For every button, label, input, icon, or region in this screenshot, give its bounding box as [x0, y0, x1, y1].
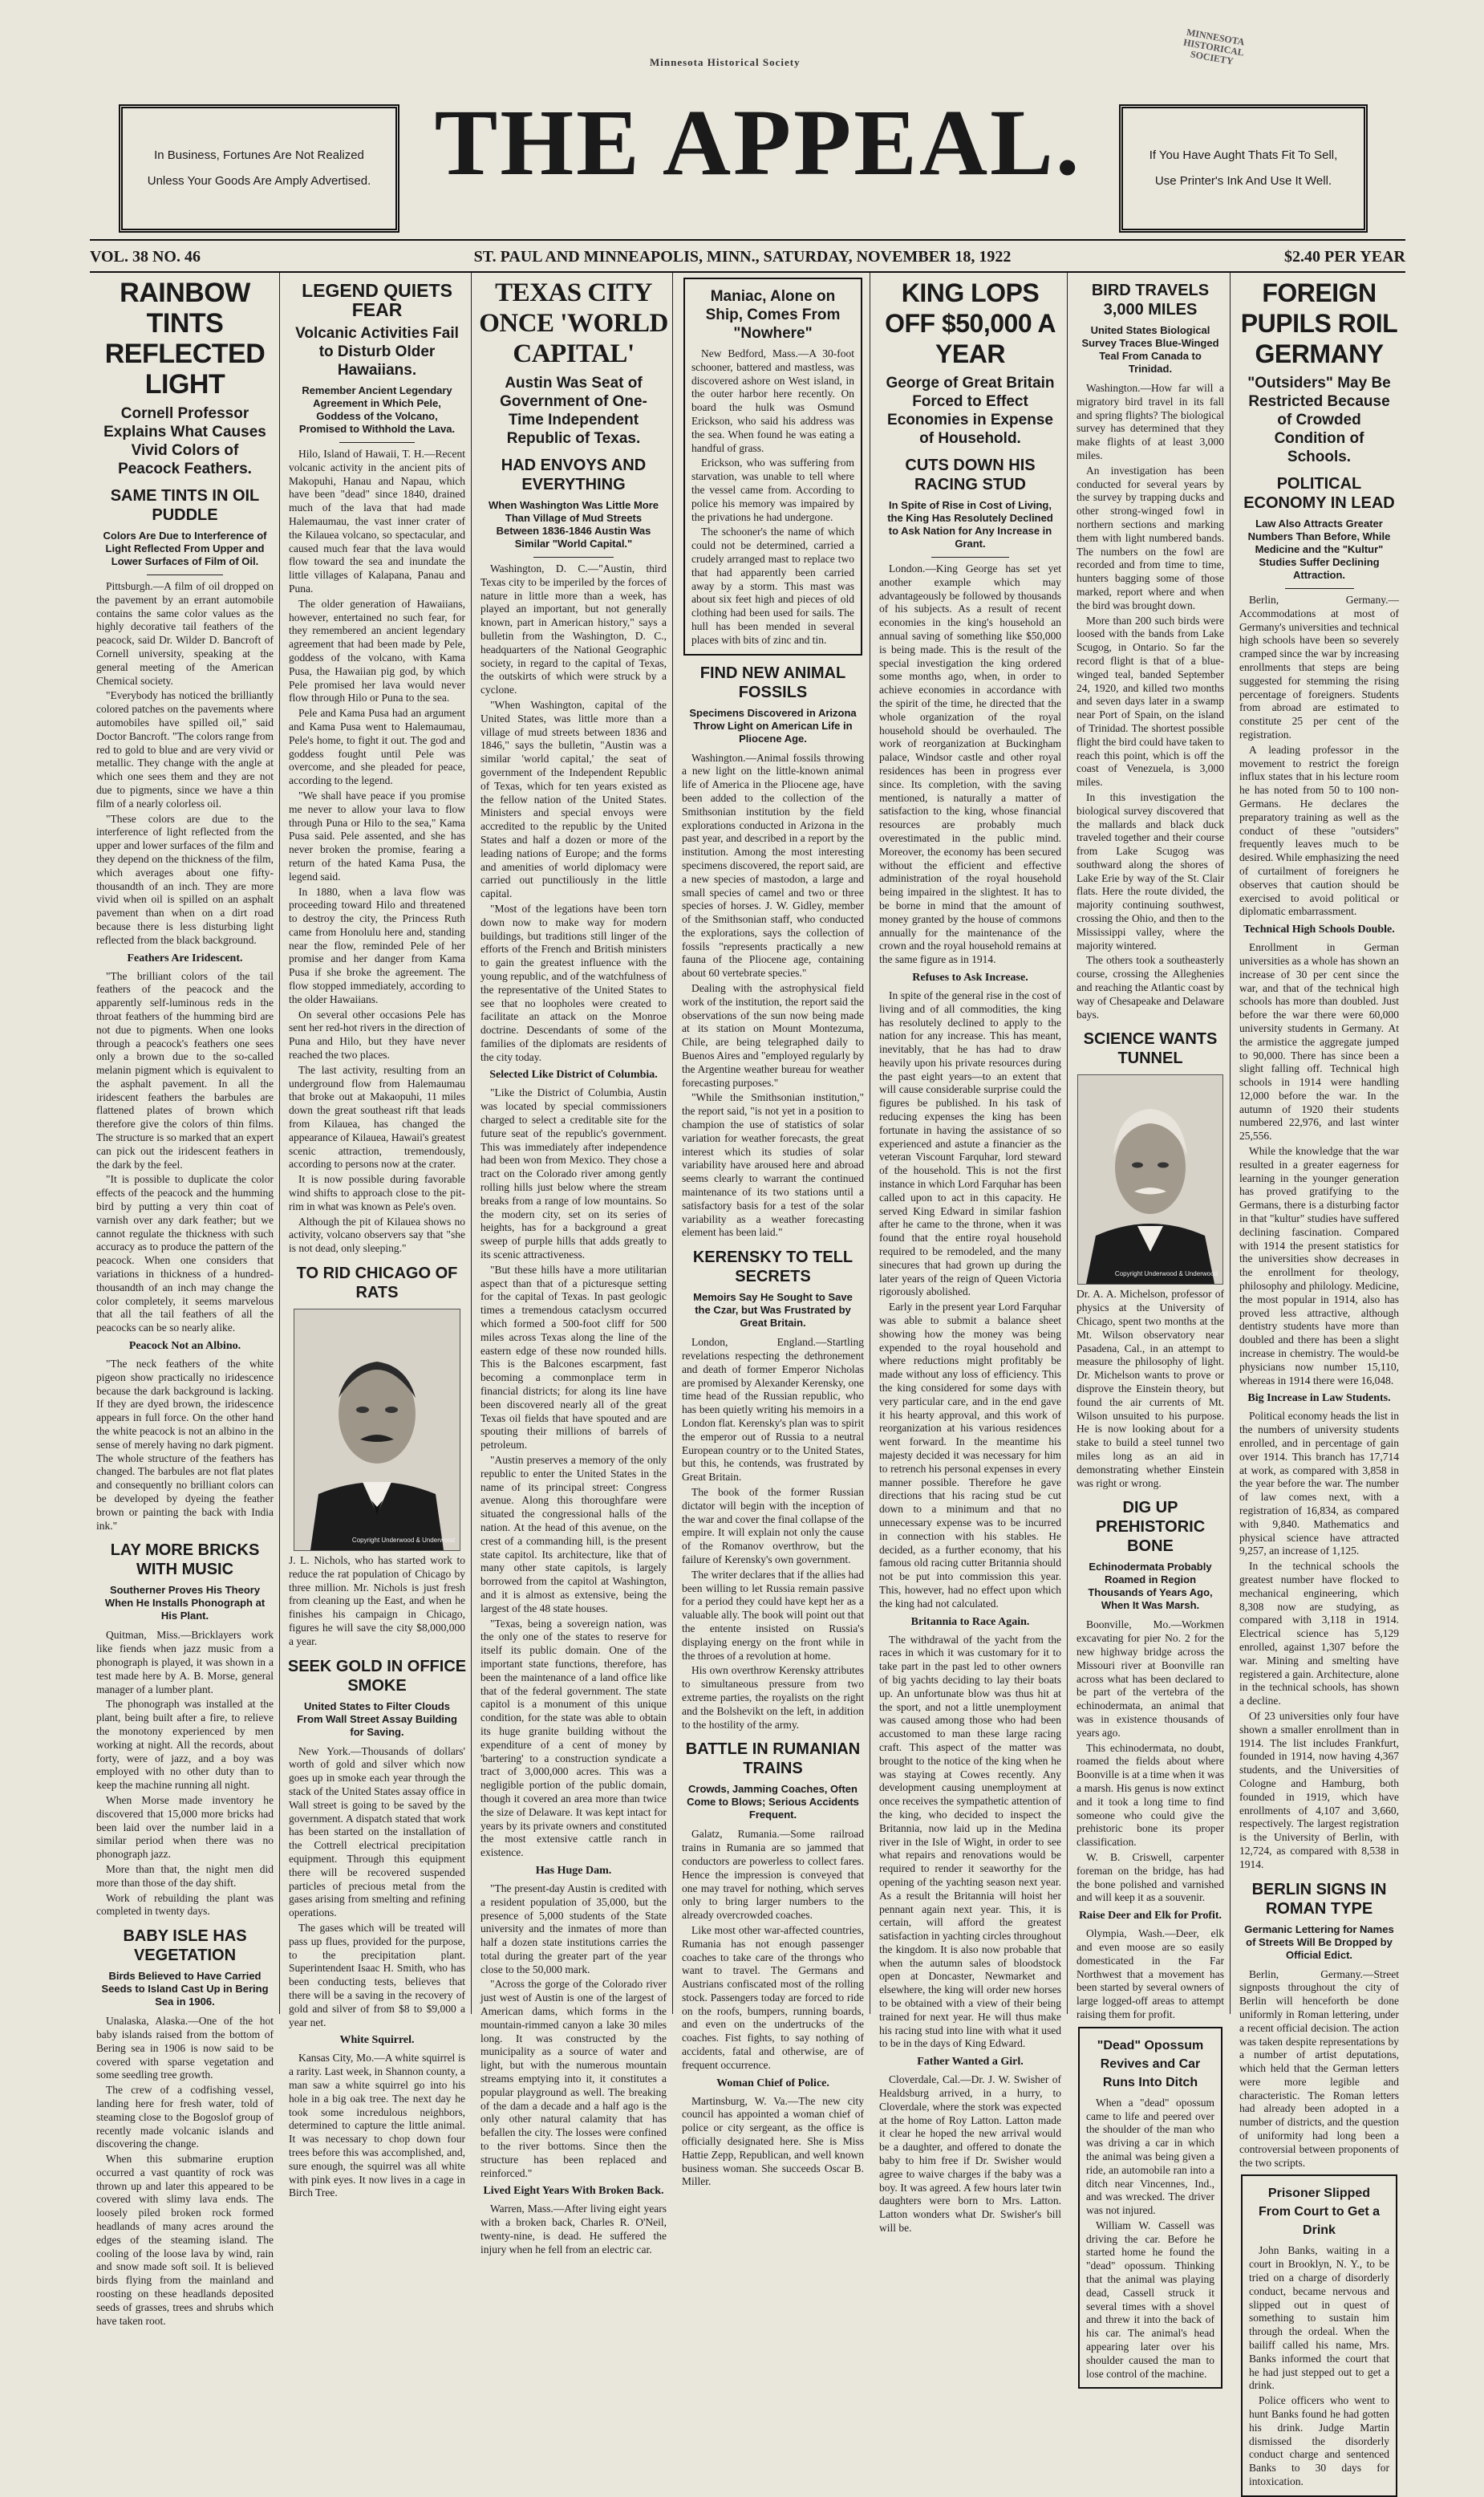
- paragraph: Washington.—Animal fossils throwing a new light on the little-known animal life of America in the Pliocene age, have been added to the collection of the Smithsonian institution by the field explorations conducted in Arizona in the past year, and described in a report by the institution. Among the most interesting specimens discovered, the report said, are a new species of mastodon, a large and small species of camel and two or three species of horses. J. W. Gidley, member of the Smithsonian staff, who conducted the explorations, says the collection of fossils "represents practically a new fauna of the Pliocene age, containing about 60 vertebrate species.": [682, 751, 864, 980]
- paragraph: London.—King George has set yet another example which may advantageously be followed by thousands of his subjects. As a result of recent economies in the king's household an annual saving of something like $50,000 is being made. This is the result of the special investigation the king ordered some months ago, when, in order to achieve economies in accordance with the spirit of the time, he directed that the whole organization of the royal household should be overhauled. The work of reorganization at Buckingham palace, Windsor castle and other royal residences has been in progress ever since. Its completion, with the saving mentioned, is naturally a matter of satisfaction to the king, whose financial resources are probably much overestimated in the public mind. Moreover, the economy has been secured without the efficient and effective administration of the royal household being impaired in the slightest. It has to be borne in mind that the amount of money granted by the house of commons annually for the maintenance of the crown and the royal household remains at the same figure as in 1914.: [879, 562, 1061, 966]
- portrait-photo: [294, 1309, 460, 1551]
- paragraph: The schooner's the name of which could not be determined, carried a crudely arranged mast to replace two that had apparently been carried away by a storm. This mast was about six feet high and pieces of old clothing had been used for sails. The hull has been mended in several places with bits of zinc and tin.: [691, 526, 854, 646]
- column-rule: [279, 273, 280, 2014]
- paragraph: Quitman, Miss.—Bricklayers work like fiends when jazz music from a phonograph is played, it was shown in a test made here by A. B. Morse, general manager of a lumber plant.: [96, 1629, 274, 1695]
- paragraph: It is now possible during favorable wind shifts to approach close to the pit-rim in what was known as Pele's oven.: [289, 1173, 465, 1212]
- column-4: [675, 273, 870, 2188]
- column-3: [474, 273, 673, 2255]
- paragraph: "Most of the legations have been torn down now to make way for modern buildings, but traditions still linger of the efforts of the French and British ministers to gain the greatest influence with the young republic, and of the watchfulness of the representative of the United States to see that no loopholes were created to facilitate an attack on the Monroe doctrine. Descendants of some of the families of the diplomats are residents of the city today.: [480, 902, 667, 1063]
- right-ear-line-1: If You Have Aught Thats Fit To Sell,: [1149, 148, 1338, 162]
- left-ear-line-1: In Business, Fortunes Are Not Realized: [154, 148, 364, 162]
- deck: Southerner Proves His Theory When He Installs Phonograph at His Plant.: [104, 1584, 266, 1622]
- paragraph: In this investigation the biological survey discovered that the mallards and black duck traveled together and their course from Lake Scugog was southward along the shores of Lake Erie by way of the St. Clair flats. Here the route divided, the majority continuing southwest, crossing the Ohio, and then to the Mississippi valley, where the majority wintered.: [1077, 790, 1224, 952]
- paragraph: While the knowledge that the war resulted in a greater eagerness for learning in the younger generation has proved gratifying to the Germans, there is a disturbing factor in that "kultur" studies have suffered declining fascination. Compared with 1914 the present statistics for the universities show decreases in the enrollment for theology, philosophy and philology. Medicine, the most popular in 1914, also has proved less attractive, although dentistry students have more than doubled and there has been a slight increase in chemistry. The would-be physicians now number 15,110, whereas in 1914 there were 16,048.: [1239, 1145, 1399, 1387]
- paragraph: "The present-day Austin is credited with a resident population of 35,000, but the presence of 5,000 students of the State university and the inmates of more than half a dozen state institutions carries the total during the greater part of the year close to the 50,000 mark.: [480, 1882, 667, 1975]
- headline: RAINBOW TINTS REFLECTED LIGHT: [104, 278, 266, 400]
- subhead: White Squirrel.: [339, 2034, 415, 2047]
- deck: Echinodermata Probably Roamed in Region Thousands of Years Ago, When It Was Marsh.: [1088, 1561, 1213, 1612]
- paragraph: When a "dead" opossum came to life and peered over the shoulder of the man who was driving a car in which the animal was being given a ride, an automobile ran into a ditch near Vincennes, Ind., and was wrecked. The driver was not injured.: [1086, 2096, 1214, 2217]
- column-7: [1233, 273, 1405, 2488]
- paragraph: "It is possible to duplicate the color effects of the peacock and the humming bird by putting a very thin coat of varnish over any dark feather; but we cannot regulate the thickness with such accuracy as to produce the pattern of the peacock. When one considers that variations in thickness of a hundred-thousandth of an inch may change the color completely, it seems marvelous that all the tail feathers of all the peacocks can be so nearly alike.: [96, 1173, 274, 1334]
- paragraph: The crew of a codfishing vessel, landing here for fresh water, told of steaming close to the Bogoslof group of recently made volcanic islands and discovering the change.: [96, 2084, 274, 2150]
- deck: Birds Believed to Have Carried Seeds to Island Cast Up in Bering Sea in 1906.: [101, 1970, 269, 2008]
- photo-caption: J. L. Nichols, who has started work to reduce the rat population of Chicago by three million. Mr. Nichols is just fresh from cleaning up the East, and when he finishes his campaign in Chicago, figures he will save the city $8,000,000 a year.: [289, 1554, 465, 1647]
- paragraph: Washington, D. C.—"Austin, third Texas city to be imperiled by the forces of nature in little more than a week, has played an important, but not generally known, part in American history," says a bulletin from the Washington, D. C., headquarters of the National Geographic society, in regard to the capital of Texas, the outskirts of which were struck by a cyclone.: [480, 562, 667, 696]
- paragraph: Erickson, who was suffering from starvation, was unable to tell where the vessel came from. According to police his memory was impaired by the privations he had undergone.: [691, 457, 854, 523]
- paragraph: "Across the gorge of the Colorado river just west of Austin is one of the largest of American dams, which forms in the mountain-rimmed canyon a lake 30 miles long. It was constructed by the municipality as a source of water and light, but with the numerous mountain streams emptying into it, it constitutes a popular playground as well. The breaking of the dam a decade and a half ago is the only other natural calamity that has befallen the city. The losses were confined to the river bottoms. Since then the structure has been replaced and reinforced.": [480, 1978, 667, 2179]
- subhead: Technical High Schools Double.: [1243, 924, 1395, 936]
- paragraph: Olympia, Wash.—Deer, elk and even moose are so easily domesticated in the Far Northwest that a movement has been started by several owners of large logged-off areas to attempt raising them for profit.: [1077, 1927, 1224, 2020]
- paragraph: "Texas, being a sovereign nation, was the only one of the states to reserve for itself its public domain. One of the important state functions, therefore, has been the maintenance of a land office like that of the federal government. The state capitol is a monument of this unique condition, for the state was able to obtain its huge granite building without the expenditure of a cent of money by 'bartering' to a construction syndicate a tract of 3,000,000 acres. This was a negligible portion of the public domain, though it covered an area more than twice the size of Delaware. It was kept intact for years by its private owners and constituted the most extensive cattle ranch in existence.: [480, 1617, 667, 1859]
- paragraph: When this submarine eruption occurred a vast quantity of rock was thrown up and later this appeared to be covered with slimy lava ends. The loosely piled broken rock formed headlands of many acres around the edges of the steaming island. The cooling of the loose lava by wind, rain and snow made soft soil. It is believed birds flying from the mainland and roosting on these headlands deposited seeds of grasses, trees and shrubs which have taken root.: [96, 2153, 274, 2327]
- column-rule: [1230, 273, 1231, 2014]
- paragraph: Pittsburgh.—A film of oil dropped on the pavement by an errant automobile contains the same color values as the highly decorative tail feathers of the peacock, said Dr. Wilder D. Bancroft of Cornell university, speaking at the general meeting of the American Chemical society.: [96, 580, 274, 687]
- paragraph: This echinodermata, no doubt, roamed the fields about where Boonville is at a time when it was a marsh. His genus is now extinct and it took a long time to find someone who could give the prehistoric bone its proper classification.: [1077, 1741, 1224, 1849]
- subhead: Woman Chief of Police.: [716, 2077, 829, 2089]
- dateline-bar: [90, 242, 1405, 271]
- boxed-story: [1241, 2174, 1397, 2496]
- headline: LEGEND QUIETS FEAR: [302, 280, 452, 320]
- paragraph: "Everybody has noticed the brilliantly colored patches on the pavements where automobiles have spilled oil," said Doctor Bancroft. "The colors range from red to gold to blue and are very vivid or metallic. They change with the angle at which one sees them and they are not due to pigments, since we have a thin film of a nearly colorless oil.: [96, 689, 274, 810]
- headline: TO RID CHICAGO OF RATS: [296, 1265, 458, 1302]
- paragraph: Martinsburg, W. Va.—The new city council has appointed a woman chief of police or city sergeant, as the office is officially designated here. She is Miss Hattie Zepp, Republican, and well known business woman. She succeeds Oscar B. Miller.: [682, 2094, 864, 2188]
- deck: When Washington Was Little More Than Village of Mud Streets Between 1836-1846 Austin Was Similar "World Capital.": [488, 499, 659, 550]
- headline: SCIENCE WANTS TUNNEL: [1083, 1030, 1218, 1068]
- paragraph: Dealing with the astrophysical field work of the institution, the report said the observations of the sun now being made at its station on Mount Montezuma, Chile, are being telegraphed daily to Buenos Aires and "employed regularly by the Argentine weather bureau for weather forecasting purposes.": [682, 982, 864, 1089]
- divider: [339, 442, 415, 443]
- boxed-story: [683, 278, 862, 656]
- paragraph: On several other occasions Pele has sent her red-hot rivers in the direction of Puna and Hilo, but they have never reached the two places.: [289, 1008, 465, 1062]
- column-rule: [672, 273, 673, 2014]
- deck: Memoirs Say He Sought to Save the Czar, but Was Frustrated by Great Britain.: [693, 1291, 853, 1330]
- deck: Volcanic Activities Fail to Disturb Older Hawaiians.: [295, 325, 459, 379]
- column-2: [282, 273, 472, 2199]
- headline: SAME TINTS IN OIL PUDDLE: [110, 487, 260, 524]
- paragraph: Warren, Mass.—After living eight years with a broken back, Charles R. O'Neil, twenty-nine, is dead. He suffered the injury when he fell from an electric car.: [480, 2203, 667, 2255]
- subhead: Refuses to Ask Increase.: [912, 971, 1028, 984]
- paragraph: John Banks, waiting in a court in Brooklyn, N. Y., to be tried on a charge of disorderly conduct, became nervous and slipped out in quest of something to sustain him through the ordeal. When the bailiff called his name, Mrs. Banks informed the court that he had just stepped out to get a drink.: [1249, 2244, 1389, 2392]
- deck: United States to Filter Clouds From Wall Street Assay Building for Saving.: [297, 1699, 457, 1738]
- paragraph: The older generation of Hawaiians, however, entertained no such fear, for they remembered an ancient legendary agreement that had been made by Pele, goddess of the volcano, with Kama Pusa, the Hawaiian pig god, by which Pele promised her lava would never flow through Hilo or Puna to the sea.: [289, 597, 465, 704]
- paragraph: New York.—Thousands of dollars' worth of gold and silver which now goes up in smoke each year through the stack of the United States assay office in Wall street is going to be saved by the government. A dispatch stated that work has been started on the installation of the Cottrell electrical precipitation equipment. Through this equipment there will be recovered suspended particles of precious metal from the gases arising from smelting and refining operations.: [289, 1744, 465, 1919]
- deck: Germanic Lettering for Names of Streets Will Be Dropped by Official Edict.: [1244, 1922, 1394, 1961]
- paragraph: Early in the present year Lord Farquhar was able to submit a balance sheet showing how the money was being expended to the royal household and where reductions might profitably be made without any loss of efficiency. This the king considered for some days with very particular care, and in the end gave it his hearty approval, and this work of reorganization at his various residences went forward. In the meantime his majesty decided it was necessary for him to retrench his personal expenses in every manner possible. Therefore he gave directions that his racing stud be cut down to a minimum and that no unnecessary expense was to be incurred in connection with his stables. He decided, as a further economy, that his famous old racing cutter Britannia should not be put into commission this year. This, however, had no effect upon which the king had not calculated.: [879, 1301, 1061, 1610]
- deck: United States Biological Survey Traces Blue-Winged Teal From Canada to Trinidad.: [1081, 324, 1219, 375]
- headline: DIG UP PREHISTORIC BONE: [1095, 1499, 1206, 1556]
- photo-credit: Copyright Underwood & Underwood: [351, 1537, 455, 1545]
- paragraph: His own overthrow Kerensky attributes to simultaneous pressure from two extreme parties, the royalists on the right and the Bolshevikt on the left, in addition to the hostility of the army.: [682, 1664, 864, 1731]
- paragraph: The phonograph was installed at the plant, being built after a fire, to relieve the monotony experienced by men working at night. All the records, about forty, were of jazz, and a boy was employed with no other duty than to keep the machine running all night.: [96, 1698, 274, 1792]
- subhead: Britannia to Race Again.: [910, 1615, 1030, 1628]
- column-5: [873, 273, 1068, 2235]
- paragraph: W. B. Criswell, carpenter foreman on the bridge, has had the bone polished and varnished and will keep it as a souvenir.: [1077, 1850, 1224, 1904]
- subhead: Feathers Are Iridescent.: [127, 952, 243, 964]
- newspaper-title: THE APPEAL.: [434, 90, 1082, 195]
- paragraph: Political economy heads the list in the numbers of university students enrolled, and in percentage of gain over 1914. This branch has 17,714 at work, as compared with 3,858 in the year before the war. The number of law comes next, with a registration of 16,834, as compared with 9,840. Mathematics and physical science have attracted 9,257, an increase of 1,125.: [1239, 1410, 1399, 1557]
- column-rule: [471, 273, 472, 2014]
- headline: FOREIGN PUPILS ROIL GERMANY: [1240, 278, 1398, 368]
- subhead: Has Huge Dam.: [535, 1864, 612, 1877]
- paragraph: London, England.—Startling revelations respecting the dethronement and death of former Emperor Nicholas are promised by Alexander Kerensky, one time head of the Russian republic, who has been quietly writing his memoirs in a London flat. Kerensky's plan was to spirit the emperor out of Russia to a neutral European country or to the United States, but this, he contends, was frustrated by Great Britain.: [682, 1336, 864, 1484]
- paragraph: "The brilliant colors of the tail feathers of the peacock and the apparently self-luminous reds in the throat feathers of the humming bird are not due to pigments. When one looks through a peacock's feathers one sees only a brown due to the so-called melanin pigment which is equivalent to the asphalt pavement. In all the iridescent feathers the barbules are flattened plates of brown which therefore give the colors of thin films. The structure is so marked that an expert can pick out the iridescent feathers in the dark by the feel.: [96, 969, 274, 1171]
- headline: HAD ENVOYS AND EVERYTHING: [501, 457, 647, 493]
- paragraph: More than 200 such birds were loosed with the bands from Lake Scugog, in Ontario. So far the record flight is that of a blue-winged teal, banded September 24, 1920, and killed two months and seven days later in a swamp near Port of Spain, on the island of Trinidad. The shortest possible flight the bird could have taken to reach this point, which is off the coast of Venezuela, is 3,000 miles.: [1077, 614, 1224, 789]
- deck: Remember Ancient Legendary Agreement in Which Pele, Goddess of the Volcano, Promised to Withhold the Lava.: [298, 384, 456, 435]
- deck: "Outsiders" May Be Restricted Because of Crowded Condition of Schools.: [1247, 375, 1391, 465]
- paragraph: "While the Smithsonian institution," the report said, "is not yet in a position to champion the use of statistics of solar variation for weather forecasts, the great interest which its studies of solar variability have aroused here and abroad seems clearly to warrant the continued maintenance of its two stations until a satisfactory basis for a test of the solar variability as a weather forecasting element has been laid.": [682, 1091, 864, 1239]
- paragraph: Hilo, Island of Hawaii, T. H.—Recent volcanic activity in the ancient pits of Makopuhi, Hanau and Napau, which have been "dead" since 1840, drained much of the lava that had made Halemaumau, the vast inner crater of the Kilauea volcano, so spectacular, and caused much fear that the lava would flow toward the sea and inundate the little villages of Kalapana, Panau and Puna.: [289, 448, 465, 595]
- deck: George of Great Britain Forced to Effect Economies in Expense of Household.: [886, 375, 1055, 447]
- headline: LAY MORE BRICKS WITH MUSIC: [110, 1541, 260, 1579]
- paragraph: William W. Cassell was driving the car. Before he started home he found the "dead" opossum. Thinking that the animal was playing dead, Cassell struck it several times with a shovel and threw it into the back of his car. The animal's head appearing later over his shoulder caused the man to lose control of the machine.: [1086, 2219, 1214, 2380]
- paragraph: In 1880, when a lava flow was proceeding toward Hilo and threatened to destroy the city, the Princess Ruth came from Honolulu here and, standing near the flow, reminded Pele of her promise and her danger from Kama Pusa if she broke the agreement. The flow stopped immediately, according to the older Hawaiians.: [289, 885, 465, 1005]
- headline: Maniac, Alone on Ship, Comes From "Nowhere": [705, 288, 841, 342]
- headline: BATTLE IN RUMANIAN TRAINS: [685, 1740, 861, 1778]
- deck: Specimens Discovered in Arizona Throw Light on American Life in Pliocene Age.: [689, 706, 857, 745]
- subscription-price: $2.40 PER YEAR: [1284, 247, 1405, 266]
- headline: POLITICAL ECONOMY IN LEAD: [1243, 475, 1395, 512]
- paragraph: "When Washington, capital of the United States, was little more than a village of mud streets between 1836 and 1846," says the bulletin, "Austin was a similar 'world capital,' the seat of government of the Independent Republic of Texas, which for ten years existed as the fellow nation of the United States. Ministers and special envoys were accredited to the republic by the United States and half a dozen or more of the leading nations of Europe; and the forms and amenities of world diplomacy were carried out punctiliously in the little capital.: [480, 698, 667, 900]
- paragraph: When Morse made inventory he discovered that 15,000 more bricks had been laid over the number laid in a similar period when there was no phonograph jazz.: [96, 1793, 274, 1861]
- photo-credit: Copyright Underwood & Underwood: [1114, 1270, 1218, 1278]
- paragraph: Berlin, Germany.—Street signposts throughout the city of Berlin will henceforth be done uniformly in Roman lettering, under a recent official decision. The action was taken despite representations by a number of artist deputations, which held that the German letters were more legible and characteristic. The Roman letters had already been adopted in a number of districts, and the question of uniformity had long been a controversial between proponents of the two scripts.: [1239, 1967, 1399, 2169]
- headline: BIRD TRAVELS 3,000 MILES: [1091, 282, 1210, 319]
- column-6: [1070, 273, 1231, 2380]
- headline: SEEK GOLD IN OFFICE SMOKE: [287, 1657, 467, 1695]
- boxed-story: [1078, 2027, 1222, 2389]
- left-ear-box: [119, 104, 399, 233]
- subhead: Raise Deer and Elk for Profit.: [1078, 1910, 1222, 1922]
- paragraph: Boonville, Mo.—Workmen excavating for pier No. 2 for the new highway bridge across the Missouri river at Boonville ran across what has been declared to be part of the vertebra of the echinodermata, an animal that was in existence thousands of years ago.: [1077, 1618, 1224, 1739]
- volume-number: VOL. 38 NO. 46: [90, 247, 201, 266]
- column-rule: [1067, 273, 1068, 2014]
- masthead-rule-top: [90, 239, 1405, 241]
- paragraph: Although the pit of Kilauea shows no activity, volcano observers say that "she is not dead, only sleeping.": [289, 1215, 465, 1255]
- headline: Prisoner Slipped From Court to Get a Drink: [1258, 2186, 1381, 2238]
- paragraph: Cloverdale, Cal.—Dr. J. W. Swisher of Healdsburg arrived, in a hurry, to Cloverdale, where the stork was expected at the home of Roy Latton. Latton made it clear he hoped the new arrival would be a daughter, and offered to donate the baby to him free if Dr. Swisher would agree to waive charges if the baby was a boy. It was agreed. A few hours later twin daughters were born to Mrs. Latton. Latton wonders what Dr. Swisher's bill will be.: [879, 2073, 1061, 2235]
- paragraph: The gases which will be treated will pass up flues, provided for the purpose, to the precipitation plant. Superintendent Isaac H. Smith, who has been conducting tests, believes that there will be a saving in the recovery of gold and silver of from $8 to $9,000 a year net.: [289, 1921, 465, 2028]
- headline: BABY ISLE HAS VEGETATION: [123, 1927, 247, 1965]
- portrait-nichols-image: [294, 1309, 460, 1550]
- divider: [931, 557, 1009, 558]
- paragraph: In spite of the general rise in the cost of living and of all commodities, the king has resolutely declined to apply to the nation for any increase. This has meant, inevitably, that he has had to draw heavily upon his private resources during the past eight years—to an extent that will cause considerable surprise could the figures be published. In his task of reducing expenses the king has been fortunate in having the assistance of so experienced and astute a financier as the veteran Viscount Farquhar, lord steward of the household. This is not the first instance in which Lord Farquhar has been called upon to act in this capacity. He served King Edward in similar fashion after he came to the throne, when it was found that the entire royal household required to be remodeled, and the many sinecures that had grown up during the later years of the reign of Queen Victoria rigorously abolished.: [879, 989, 1061, 1298]
- portrait-photo: [1077, 1074, 1223, 1285]
- subhead: Peacock Not an Albino.: [128, 1340, 241, 1353]
- paragraph: "Austin preserves a memory of the only republic to enter the United States in the name of its principal street: Congress avenue. Along this thoroughfare were situated the congressional halls of the nation. At the head of this avenue, on the crest of a commanding hill, is the present state capitol. Its architecture, like that of many other state capitols, is largely borrowed from the capitol at Washington, and it is almost as extensive, being the largest of the 48 state houses.: [480, 1454, 667, 1614]
- paragraph: "But these hills have a more utilitarian aspect than that of a picturesque setting for the capital of Texas. In past geologic times a tremendous cataclysm occurred which formed a 500-foot cliff for 500 miles across Texas along the line of the eastern edge of these now rounded hills. This is the Balcones escarpment, fast becoming a commonplace term in financial districts; for along its line have been discovered nearly all of the great Texas oil fields that have spouted and are spouting their millions of barrels of petroleum.: [480, 1263, 667, 1452]
- column-1: [90, 273, 280, 2327]
- paragraph: An investigation has been conducted for several years by the survey by trapping ducks and other strong-winged fowl in northern sections and marking them with light numbered bands. The numbers on the fowl are recorded and from time to time, hunters bagging some of those marked, report where and when the bird was brought down.: [1077, 464, 1224, 611]
- left-ear-line-2: Unless Your Goods Are Amply Advertised.: [147, 174, 371, 188]
- paragraph: The withdrawal of the yacht from the races in which it was customary for it to take part in the past led to other owners of big yachts deciding to lay their boats up. An unfortunate blow was thus hit at the sport, and not a little unemployment was caused among those who had been accustomed to man these large racing craft. This aspect of the matter was brought to the notice of the king when he was staying at Cowes recently. Any development causing unemployment at once receives the sympathetic attention of the king, who decided to inspect the Britannia, now laid up in the Medina river in the Isle of Wight, in order to see what repairs and renovations would be required to render it seaworthy for the opening of the yachting season next year. As a result the Britannia will hoist her pennant again next year. This, it is certain, will afford the greatest satisfaction in yachting circles throughout the kingdom. It is also now probable that when the autumn sales of bloodstock open at Doncaster, Newmarket and elsewhere, the king will order new horses to be obtained with a view of their being trained for next year. He will thus make his racing stud into line with what it used to be in the days of King Edward.: [879, 1633, 1061, 2050]
- paragraph: Work of rebuilding the plant was completed in twenty days.: [96, 1891, 274, 1918]
- paragraph: New Bedford, Mass.—A 30-foot schooner, battered and mastless, was discovered ashore on West island, in the outer harbor here recently. On board the hulk was Osmund Erickson, who said his address was the sea. When found he was eating a handful of grass.: [691, 347, 854, 454]
- paragraph: Unalaska, Alaska.—One of the hot baby islands raised from the bottom of Bering sea in 1906 is now said to be covered with sparse vegetation and some seedling tree growth.: [96, 2015, 274, 2081]
- headline: CUTS DOWN HIS RACING STUD: [905, 457, 1036, 493]
- paragraph: A leading professor in the movement to restrict the foreign influx states that in his lecture room he has noted from 50 to 100 non-Germans. He declares the preparatory training as well as the conduct of these "outsiders" frequently leaves much to be desired. While emphasizing the need of curtailment of foreigners he observes that caution should be exercised to avoid political or diplomatic embarrassment.: [1239, 743, 1399, 918]
- deck: Law Also Attracts Greater Numbers Than Before, While Medicine and the "Kultur" Studies Suffer Declining Attraction.: [1247, 518, 1391, 581]
- divider: [533, 557, 613, 558]
- headline: KERENSKY TO TELL SECRETS: [692, 1248, 854, 1286]
- paragraph: Like most other war-affected countries, Rumania has not enough passenger coaches to take care of the throngs who want to travel. The Germans and Austrians confiscated most of the rolling stock. Passengers today are forced to ride on the roofs, bumpers, running boards, and even on the undertrucks of the coaches. Fist fights, to say nothing of accidents, fatal and otherwise, are of frequent occurrence.: [682, 1923, 864, 2071]
- deck: Cornell Professor Explains What Causes Vivid Colors of Peacock Feathers.: [103, 405, 266, 477]
- paragraph: The last activity, resulting from an underground flow from Halemaumau that broke out at Makaopuhi, 11 miles down the great southeast rift that leads from Kilauea, has changed the appearance of Kilauea, Hawaii's greatest scenic attraction, tremendously, according to persons now at the crater.: [289, 1063, 465, 1171]
- paragraph: Pele and Kama Pusa had an argument and Kama Pusa went to Halemaumau, Pele's home, to fight it out. The god and goddess fought until Pele was overcome, and she pleaded for peace, according to the legend.: [289, 707, 465, 787]
- deck: In Spite of Rise in Cost of Living, the King Has Resolutely Declined to Ask Nation for Any Increase in Grant.: [887, 499, 1053, 550]
- subhead: Lived Eight Years With Broken Back.: [483, 2185, 664, 2198]
- library-stamp: Minnesota Historical Society: [650, 56, 801, 68]
- headline: KING LOPS OFF $50,000 A YEAR: [885, 278, 1056, 368]
- subhead: Big Increase in Law Students.: [1247, 1392, 1391, 1405]
- paragraph: Police officers who went to hunt Banks found he had gotten his drink. Judge Martin dismissed the disorderly conduct charge and sentenced Banks to 30 days for intoxication.: [1249, 2394, 1389, 2488]
- headline: BERLIN SIGNS IN ROMAN TYPE: [1251, 1880, 1387, 1918]
- deck: Colors Are Due to Interference of Light Reflected From Upper and Lower Surfaces of Film of Oil.: [103, 530, 267, 567]
- subhead: Selected Like District of Columbia.: [489, 1069, 658, 1082]
- portrait-michelson-image: [1078, 1075, 1222, 1284]
- headline: FIND NEW ANIMAL FOSSILS: [699, 664, 846, 701]
- paragraph: "We shall have peace if you promise me never to allow your lava to flow through Puna or Hilo to the sea," Kama Pusa said. Pele assented, and she has never broken the promise, fearing a return of the hated Kama Pusa, the legend said.: [289, 789, 465, 883]
- paragraph: Galatz, Rumania.—Some railroad trains in Rumania are so jammed that conductors are powerless to collect fares. Hence the impression is conveyed that one may travel for nothing, which serves only to bring larger numbers to the already overcrowded coaches.: [682, 1828, 864, 1922]
- headline: "Dead" Opossum Revives and Car Runs Into Ditch: [1097, 2038, 1204, 2089]
- paragraph: Enrollment in German universities as a whole has shown an increase of 30 per cent since the war, and that of the technical high schools has more than doubled. Just before the war there were 60,000 university students in Germany. At the armistice the aggregate jumped to 90,000. There has since been a slight falling off. Technical high schools in 1914 were handling 12,000 before the war. In the autumn of 1920 their students numbered 22,976, and last winter 25,556.: [1239, 941, 1399, 1143]
- paragraph: More than that, the night men did more than those of the day shift.: [96, 1862, 274, 1889]
- paragraph: The book of the former Russian dictator will begin with the inception of the war and cover the final collapse of the empire. It will explain not only the cause of the Romanov overthrow, but the failure of Kerensky's own government.: [682, 1485, 864, 1565]
- corner-stamp: MINNESOTA HISTORICAL SOCIETY: [1182, 26, 1246, 67]
- divider: [1285, 588, 1354, 589]
- paragraph: "The neck feathers of the white pigeon show practically no iridescence because the dark background is lacking. If they are dyed brown, the iridescence appears in full force. On the other hand the white peacock is not an albino in the sense of merely having no dark pigment. The whole structure of the feathers has changed. The barbules are not flat plates and consequently no brilliant colors can be developed by dyeing the feather brown or painting the back with India ink.": [96, 1358, 274, 1532]
- deck: Crowds, Jamming Coaches, Often Come to Blows; Serious Accidents Frequent.: [687, 1783, 859, 1821]
- right-ear-line-2: Use Printer's Ink And Use It Well.: [1154, 174, 1332, 188]
- photo-caption: Dr. A. A. Michelson, professor of physics at the University of Chicago, spent two months at the Mt. Wilson observatory near Pasadena, Cal., in an attempt to measure the philosophy of light. Dr. Michelson wants to prove or disprove the Einstein theory, but found the air currents of Mt. Wilson unsuited to his purpose. He is now looking about for a stake to build a steel tunnel two miles long as an aid in demonstrating whether Einstein was right or wrong.: [1077, 1288, 1224, 1489]
- deck: Austin Was Seat of Government of One-Time Independent Republic of Texas.: [500, 375, 647, 447]
- paragraph: Of 23 universities only four have shown a smaller enrollment than in 1914. The list includes Frankfurt, founded in 1914, now having 4,367 students, and the Universities of Cologne and Hamburg, both founded in 1919, which have enrollments of 4,107 and 3,660, respectively. The largest registration is the University of Berlin, with 12,724, as compared with 8,538 in 1914.: [1239, 1709, 1399, 1870]
- headline: TEXAS CITY ONCE 'WORLD CAPITAL': [479, 278, 668, 368]
- subhead: Father Wanted a Girl.: [917, 2056, 1024, 2069]
- paragraph: "Like the District of Columbia, Austin was located by special commissioners charged to select a creditable site for the future seat of the republic's government. This was immediately after independence had been won from Mexico. They chose a tract on the Colorado river among gently rolling hills just below where the stream breaks from a range of low mountains. So the modern city, set on its series of heights, has for a background a great sweep of purple hills that adds greatly to its scenic attractiveness.: [480, 1086, 667, 1261]
- paragraph: In the technical schools the greatest number have flocked to mechanical engineering, which 8,308 now are studying, as compared with 3,118 in 1914. Electrical science has 5,129 enrolled, against 1,307 before the war. Mining and smelting have registered a gain. Architecture, alone in the technical schools, has shown a decline.: [1239, 1560, 1399, 1707]
- paragraph: Kansas City, Mo.—A white squirrel is a rarity. Last week, in Shannon county, a man saw a white squirrel go into his hole in a big oak tree. The next day he took some incredulous neighbors, determined to capture the little animal. It was necessary to chop down four trees before this was accomplished, and, sure enough, the squirrel was all white with pink eyes. It now lives in a cage in Birch Tree.: [289, 2052, 465, 2199]
- paragraph: Washington.—How far will a migratory bird travel in its fall and spring flights? The biological survey has determined that they make flights of at least 3,000 miles.: [1077, 382, 1224, 461]
- dateline: ST. PAUL AND MINNEAPOLIS, MINN., SATURDAY, NOVEMBER 18, 1922: [473, 247, 1012, 266]
- right-ear-box: [1119, 104, 1368, 233]
- paragraph: The others took a southeasterly course, crossing the Alleghenies and reaching the Atlantic coast by way of Chesapeake and Delaware bays.: [1077, 954, 1224, 1021]
- paragraph: The writer declares that if the allies had been willing to let Russia remain passive for a period they could have kept her as a valuable ally. The book will point out that the entente insisted on Russia's displaying energy on the front while in the throes of a revolution at home.: [682, 1568, 864, 1662]
- paragraph: "These colors are due to the interference of light reflected from the upper and lower surfaces of the film and they depend on the thickness of the film, which averages about one fifty-thousandth of an inch. They are more vivid when oil is spilled on an asphalt pavement than when on a dirt road because there is less disturbing light reflected from the black background.: [96, 812, 274, 946]
- paragraph: Berlin, Germany.—Accommodations at most of Germany's universities and technical high schools have been so severely cramped since the war by increasing enrollments that steps are being suggested for stemming the rising percentage of foreigners. Students from abroad are estimated to constitute 25 per cent of the registration.: [1239, 594, 1399, 741]
